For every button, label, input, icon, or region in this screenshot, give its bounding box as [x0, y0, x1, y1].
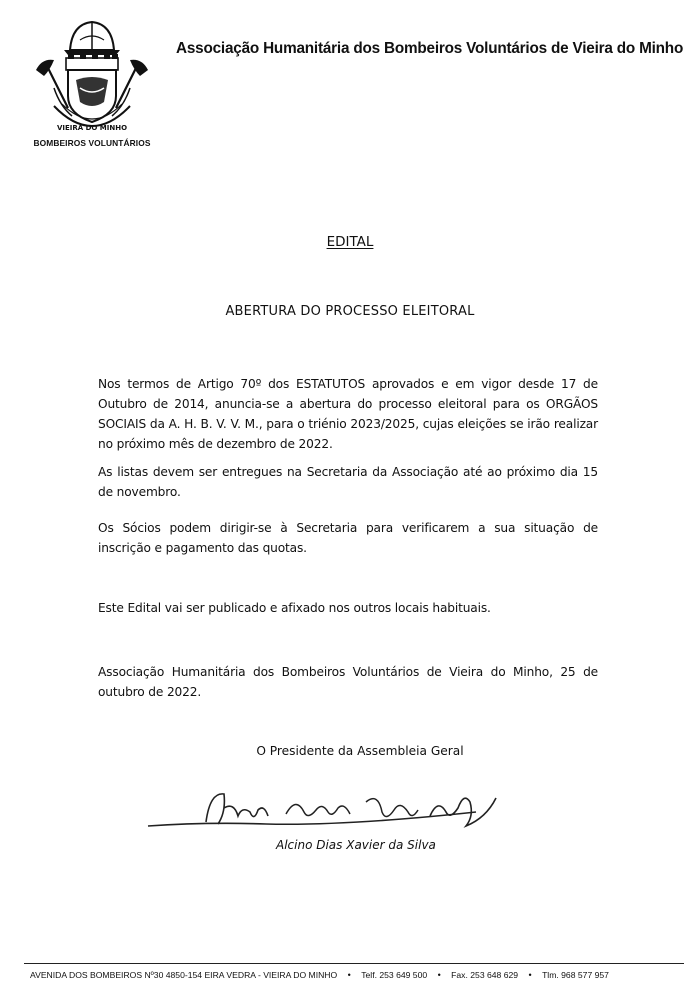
paragraph-member-status: Os Sócios podem dirigir-se à Secretaria para verificarem a sua situação de inscrição e pagamento das quotas.	[98, 521, 598, 555]
fire-brigade-crest-icon	[24, 10, 160, 138]
logo-caption: BOMBEIROS VOLUNTÁRIOS	[33, 138, 151, 148]
handwritten-signature	[146, 782, 506, 842]
paragraph-publication: Este Edital vai ser publicado e afixado nos outros locais habituais.	[98, 601, 491, 615]
footer-separator: •	[528, 970, 532, 980]
footer-fax: Fax. 253 648 629	[451, 970, 519, 980]
signatory-role: O Presidente da Assembleia Geral	[256, 744, 464, 758]
document-title: EDITAL	[326, 234, 374, 250]
footer-separator: •	[437, 970, 441, 980]
footer-mobile: Tlm. 968 577 957	[542, 970, 609, 980]
organization-header: Associação Humanitária dos Bombeiros Voluntários de Vieira do Minho	[176, 40, 684, 57]
footer-address: AVENIDA DOS BOMBEIROS Nº30 4850-154 EIRA VEDRA - VIEIRA DO MINHO	[30, 970, 338, 980]
footer-divider	[24, 963, 684, 964]
signatory-name: Alcino Dias Xavier da Silva	[276, 838, 436, 852]
paragraph-electoral-announcement: Nos termos de Artigo 70º dos ESTATUTOS aprovados e em vigor desde 17 de Outubro de 2014, anuncia-se a abertura do processo eleitoral para os ORGÃOS SOCIAIS da A. H. B. V. V. M., para o triénio 2023/2025, cujas eleições se irão realizar no próximo mês de dezembro de 2022.	[98, 377, 598, 451]
footer-contact	[30, 970, 696, 980]
logo-ring-text: VIEIRA DO MINHO	[56, 124, 128, 132]
paragraph-place-date: Associação Humanitária dos Bombeiros Voluntários de Vieira do Minho, 25 de outubro de 2022.	[98, 665, 598, 699]
document-subtitle: ABERTURA DO PROCESSO ELEITORAL	[225, 304, 475, 319]
footer-phone: Telf. 253 649 500	[361, 970, 428, 980]
paragraph-list-submission: As listas devem ser entregues na Secretaria da Associação até ao próximo dia 15 de novembro.	[98, 465, 598, 499]
footer-separator: •	[347, 970, 351, 980]
